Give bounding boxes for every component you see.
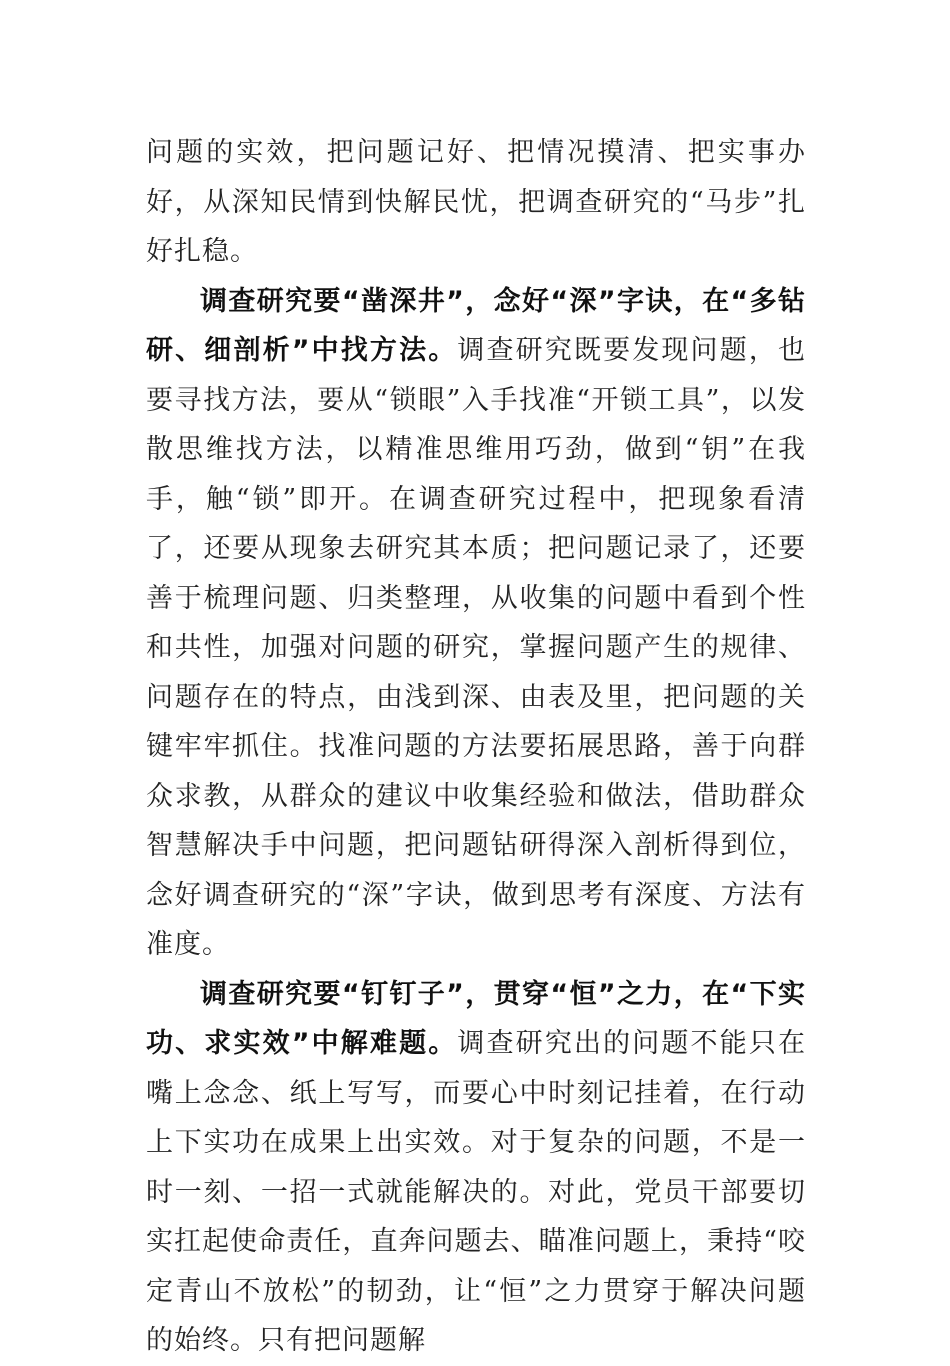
paragraph-continuation [146,128,806,277]
paragraph-lead-heading: 调查研究要“凿深井”，念好“深”字诀，在“多钻研、细剖析”中找方法。 [146,285,806,366]
paragraph-lead-heading: 调查研究要“钉钉子”，贯穿“恒”之力，在“下实功、求实效”中解难题。 [146,978,806,1059]
document-page [146,128,806,1366]
paragraph-deep-well [146,277,806,970]
paragraph-nail [146,970,806,1366]
paragraph-text: 问题的实效，把问题记好、把情况摸清、把实事办好，从深知民情到快解民忧，把调查研究的“马步”扎好扎稳。 [146,137,806,267]
paragraph-text: 调查研究既要发现问题，也要寻找方法，要从“锁眼”入手找准“开锁工具”，以发散思维找方法，以精准思维用巧劲，做到“钥”在我手，触“锁”即开。在调查研究过程中，把现象看清了，还要从现象去研究其本质；把问题记录了，还要善于梳理问题、归类整理，从收集的问题中看到个性和共性，加强对问题的研究，掌握问题产生的规律、问题存在的特点，由浅到深、由表及里，把问题的关键牢牢抓住。找准问题的方法要拓展思路，善于向群众求教，从群众的建议中收集经验和做法，借助群众智慧解决手中问题，把问题钻研得深入剖析得到位，念好调查研究的“深”字诀，做到思考有深度、方法有准度。 [146,335,806,960]
paragraph-text: 调查研究出的问题不能只在嘴上念念、纸上写写，而要心中时刻记挂着，在行动上下实功在成果上出实效。对于复杂的问题，不是一时一刻、一招一式就能解决的。对此，党员干部要切实扛起使命责任，直奔问题去、瞄准问题上，秉持“咬定青山不放松”的韧劲，让“恒”之力贯穿于解决问题的始终。只有把问题解 [146,1028,806,1356]
